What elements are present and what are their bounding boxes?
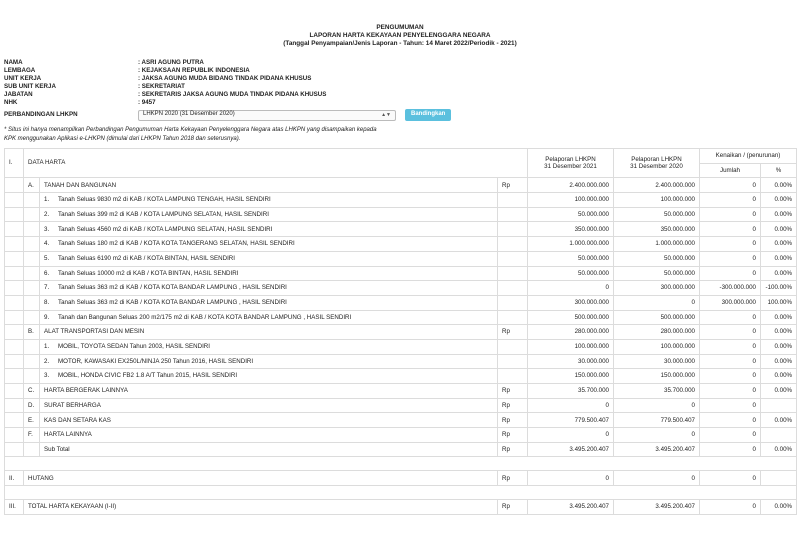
table-row: 8. Tanah Seluas 363 m2 di KAB / KOTA KOTA BANDAR LAMPUNG , HASIL SENDIRI 300.000.000 0 300.000.000 100.00% — [5, 295, 797, 310]
header-title: PENGUMUMAN — [376, 24, 424, 31]
table-row: 2. MOTOR, KAWASAKI EX250L/NINJA 250 Tahun 2016, HASIL SENDIRI 30.000.000 30.000.000 0 0.00% — [5, 354, 797, 369]
table-row: 4. Tanah Seluas 180 m2 di KAB / KOTA KOTA TANGERANG SELATAN, HASIL SENDIRI 1.000.000.000 1.000.000.000 0 0.00% — [5, 237, 797, 252]
header-jumlah: Jumlah — [700, 163, 761, 178]
category-row-d: D. SURAT BERHARGA Rp 0 0 0 — [5, 398, 797, 413]
header-pct: % — [761, 163, 797, 178]
header-col-2020: Pelaporan LHKPN 31 Desember 2020 — [614, 149, 700, 178]
info-row-lembaga: LEMBAGA : KEJAKSAAN REPUBLIK INDONESIA — [4, 67, 250, 75]
header-change: Kenaikan / (penurunan) — [700, 149, 797, 164]
subtotal-row: Sub Total Rp 3.495.200.407 3.495.200.407 0 0.00% — [5, 442, 797, 457]
info-row-nama: NAMA : ASRI AGUNG PUTRA — [4, 59, 204, 66]
category-row-f: F. HARTA LAINNYA Rp 0 0 0 — [5, 428, 797, 443]
category-row-c: C. HARTA BERGERAK LAINNYA Rp 35.700.000 35.700.000 0 0.00% — [5, 384, 797, 399]
category-row-b: B. ALAT TRANSPORTASI DAN MESIN Rp 280.000.000 280.000.000 0 0.00% — [5, 325, 797, 340]
table-row: 1. MOBIL, TOYOTA SEDAN Tahun 2003, HASIL SENDIRI 100.000.000 100.000.000 0 0.00% — [5, 339, 797, 354]
chevron-updown-icon: ▲▼ — [381, 112, 391, 118]
header-data-harta: DATA HARTA — [24, 149, 528, 178]
total-row: III. TOTAL HARTA KEKAYAAN (I-II) Rp 3.495.200.407 3.495.200.407 0 0.00% — [5, 500, 797, 515]
table-spacer — [5, 486, 797, 500]
disclaimer-note: * Situs ini hanya menampilkan Perbandingan Pengumuman Harta Kekayaan Penyelenggara Negara atas LHKPN yang disampaikan kepada KPK menggunakan Aplikasi e-LHKPN (dimulai dari LHKPN Tahun 2018 dan seterusnya). — [4, 127, 377, 142]
compare-row — [4, 109, 451, 121]
asset-table — [4, 148, 797, 515]
table-row: 6. Tanah Seluas 10000 m2 di KAB / KOTA BINTAN, HASIL SENDIRI 50.000.000 50.000.000 0 0.00% — [5, 266, 797, 281]
table-row: 5. Tanah Seluas 6190 m2 di KAB / KOTA BINTAN, HASIL SENDIRI 50.000.000 50.000.000 0 0.00% — [5, 251, 797, 266]
debt-row: II. HUTANG Rp 0 0 0 — [5, 471, 797, 486]
compare-select-value: LHKPN 2020 (31 Desember 2020) — [143, 111, 235, 118]
header-no: I. — [5, 149, 24, 178]
header-col-2021: Pelaporan LHKPN 31 Desember 2021 — [528, 149, 614, 178]
report-header — [4, 0, 796, 48]
header-subtitle: LAPORAN HARTA KEKAYAAN PENYELENGGARA NEGARA — [309, 32, 491, 39]
official-info — [4, 59, 604, 108]
info-row-nhk: NHK : 9457 — [4, 99, 156, 107]
category-row-e: E. KAS DAN SETARA KAS Rp 779.500.407 779.500.407 0 0.00% — [5, 413, 797, 428]
compare-label: PERBANDINGAN LHKPN — [4, 111, 78, 119]
info-row-unit-kerja: UNIT KERJA : JAKSA AGUNG MUDA BIDANG TINDAK PIDANA KHUSUS — [4, 75, 312, 83]
info-row-jabatan: JABATAN : SEKRETARIS JAKSA AGUNG MUDA TINDAK PIDANA KHUSUS — [4, 91, 327, 99]
header-period: (Tanggal Penyampaian/Jenis Laporan - Tahun: 14 Maret 2022/Periodik - 2021) — [283, 40, 517, 47]
table-row: 9. Tanah dan Bangunan Seluas 200 m2/175 m2 di KAB / KOTA KOTA BANDAR LAMPUNG , HASIL SENDIRI 500.000.000 500.000.000 0 0.00% — [5, 310, 797, 325]
table-row: 2. Tanah Seluas 399 m2 di KAB / KOTA LAMPUNG SELATAN, HASIL SENDIRI 50.000.000 50.000.000 0 0.00% — [5, 207, 797, 222]
table-row: 3. Tanah Seluas 4560 m2 di KAB / KOTA LAMPUNG SELATAN, HASIL SENDIRI 350.000.000 350.000.000 0 0.00% — [5, 222, 797, 237]
table-header-row — [5, 149, 797, 164]
category-row-a: A. TANAH DAN BANGUNAN Rp 2.400.000.000 2.400.000.000 0 0.00% — [5, 178, 797, 193]
table-row: 7. Tanah Seluas 363 m2 di KAB / KOTA KOTA BANDAR LAMPUNG , HASIL SENDIRI 0 300.000.000 -300.000.000 -100.00% — [5, 281, 797, 296]
table-row: 1. Tanah Seluas 9830 m2 di KAB / KOTA LAMPUNG TENGAH, HASIL SENDIRI 100.000.000 100.000.000 0 0.00% — [5, 193, 797, 208]
compare-select[interactable] — [138, 110, 396, 121]
table-row: 3. MOBIL, HONDA CIVIC FB2 1.8 A/T Tahun 2015, HASIL SENDIRI 150.000.000 150.000.000 0 0.00% — [5, 369, 797, 384]
info-row-sub-unit: SUB UNIT KERJA : SEKRETARIAT — [4, 83, 185, 91]
table-spacer — [5, 457, 797, 471]
compare-button[interactable]: Bandingkan — [405, 109, 451, 121]
